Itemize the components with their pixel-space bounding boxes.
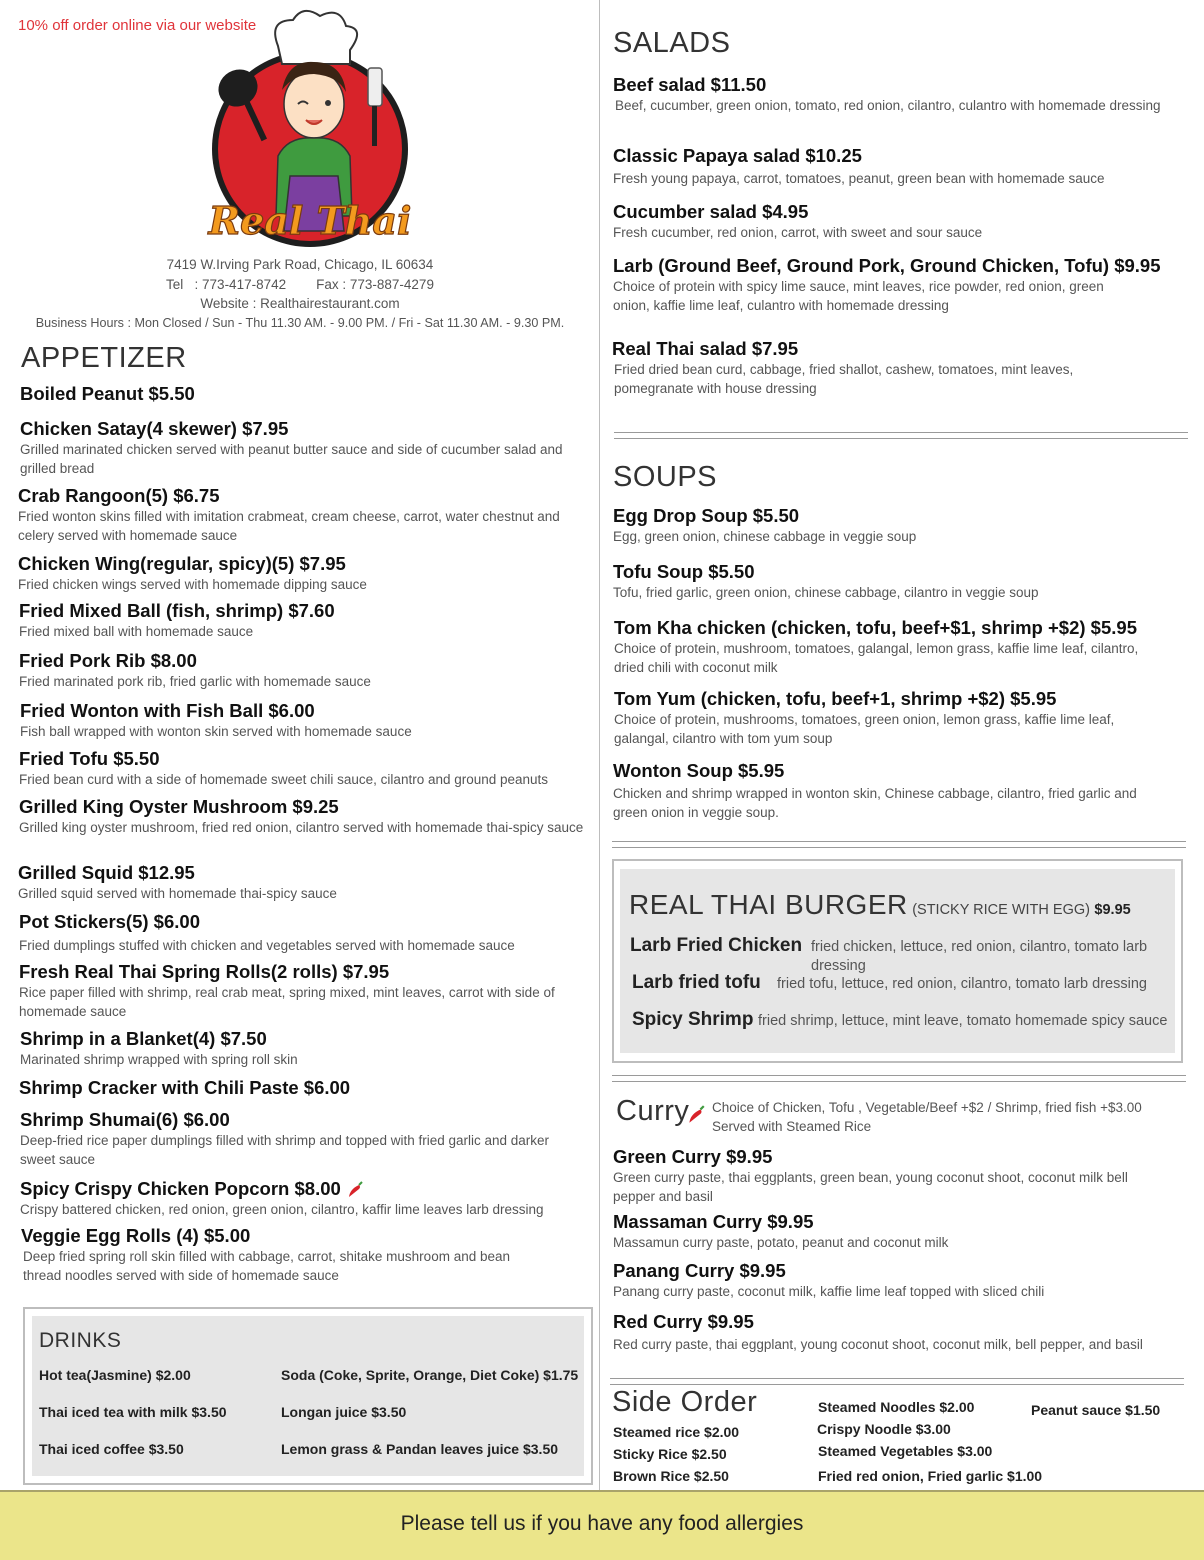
- item-desc: Fried mixed ball with homemade sauce: [19, 624, 254, 639]
- item-desc: Fried dumplings stuffed with chicken and vegetables served with homemade sauce: [19, 938, 515, 953]
- burger-title: REAL THAI BURGER: [629, 889, 908, 920]
- menu-item: [18, 485, 598, 545]
- menu-item: [613, 561, 1183, 602]
- allergy-notice: Please tell us if you have any food allergies: [0, 1490, 1204, 1560]
- drinks-title: DRINKS: [39, 1329, 122, 1352]
- item-name: Red Curry $9.95: [613, 1311, 754, 1332]
- menu-item: [19, 650, 599, 691]
- burger-subtitle: (STICKY RICE WITH EGG): [912, 902, 1090, 918]
- divider: [612, 1075, 1186, 1082]
- menu-item: [612, 338, 1177, 398]
- menu-item: [613, 74, 1178, 115]
- drinks-box: [23, 1307, 593, 1485]
- drink-item: Hot tea(Jasmine) $2.00: [39, 1367, 191, 1383]
- drink-item: Lemon grass & Pandan leaves juice $3.50: [281, 1441, 559, 1457]
- burger-item-name: Larb Fried Chicken: [630, 935, 803, 956]
- item-desc: Fried dried bean curd, cabbage, fried shallot, cashew, tomatoes, mint leaves, pomegranate with house dressing: [614, 362, 1074, 396]
- item-desc: Grilled king oyster mushroom, fried red onion, cilantro served with homemade thai-spicy sauce: [19, 820, 584, 835]
- website[interactable]: Website : Realthairestaurant.com: [200, 296, 400, 311]
- menu-item: [20, 418, 600, 478]
- menu-item: [613, 145, 1178, 188]
- menu-item: [21, 1225, 601, 1285]
- menu-item: [20, 1109, 600, 1169]
- item-name: Shrimp Shumai(6) $6.00: [20, 1109, 230, 1130]
- item-desc: Massamun curry paste, potato, peanut and coconut milk: [613, 1235, 949, 1250]
- item-desc: Green curry paste, thai eggplants, green bean, young coconut shoot, coconut milk bell pepper and basil: [613, 1170, 1128, 1204]
- burger-item-desc: fried shrimp, lettuce, mint leave, tomato homemade spicy sauce: [758, 1013, 1168, 1029]
- chili-icon: [686, 1105, 706, 1125]
- item-desc: Rice paper filled with shrimp, real crab meat, spring mixed, mint leaves, carrot with side of homemade sauce: [19, 985, 555, 1019]
- divider: [610, 1378, 1184, 1385]
- item-desc: Beef, cucumber, green onion, tomato, red onion, cilantro, culantro with homemade dressing: [615, 98, 1161, 113]
- burger-price: $9.95: [1094, 902, 1131, 918]
- item-name: Panang Curry $9.95: [613, 1260, 786, 1281]
- menu-item: [614, 617, 1184, 677]
- side-item: Peanut sauce $1.50: [1031, 1402, 1161, 1418]
- burger-heading: [629, 889, 1131, 921]
- item-name: Grilled King Oyster Mushroom $9.25: [19, 796, 339, 817]
- menu-item: [19, 1077, 599, 1099]
- phone-fax: Tel : 773-417-8742 Fax : 773-887-4279: [166, 276, 434, 292]
- item-name: Pot Stickers(5) $6.00: [19, 911, 200, 932]
- burger-item-name: Spicy Shrimp: [632, 1009, 754, 1030]
- item-name: Wonton Soup $5.95: [613, 760, 785, 781]
- curry-protein-note: Choice of Chicken, Tofu , Vegetable/Beef +$2 / Shrimp, fried fish +$3.00: [712, 1100, 1142, 1115]
- drink-item: Soda (Coke, Sprite, Orange, Diet Coke) $1.75: [281, 1367, 579, 1383]
- item-name: Cucumber salad $4.95: [613, 201, 809, 222]
- menu-item: [613, 1260, 1183, 1301]
- item-desc: Fresh cucumber, red onion, carrot, with sweet and sour sauce: [613, 225, 983, 240]
- menu-item: [613, 201, 1178, 242]
- item-desc: Choice of protein, mushroom, tomatoes, galangal, lemon grass, kaffie lime leaf, cilantro, dried chili with coconut milk: [614, 641, 1139, 675]
- menu-item: [613, 1311, 1183, 1354]
- menu-item: [613, 505, 1183, 546]
- menu-item: [19, 961, 599, 1021]
- item-desc: Panang curry paste, coconut milk, kaffie lime leaf topped with sliced chili: [613, 1284, 1045, 1299]
- item-name: Crab Rangoon(5) $6.75: [18, 485, 220, 506]
- item-name: Spicy Crispy Chicken Popcorn $8.00: [20, 1178, 341, 1199]
- side-item: Steamed Vegetables $3.00: [818, 1443, 993, 1459]
- menu-item: [613, 760, 1183, 822]
- item-name: Veggie Egg Rolls (4) $5.00: [21, 1225, 251, 1246]
- drink-item: Thai iced tea with milk $3.50: [39, 1404, 227, 1420]
- menu-item: [614, 688, 1184, 748]
- promo-text: 10% off order online via our website: [18, 17, 257, 34]
- menu-item: [19, 911, 599, 955]
- item-desc: Egg, green onion, chinese cabbage in veggie soup: [613, 529, 917, 544]
- item-name: Boiled Peanut $5.50: [20, 383, 195, 404]
- menu-item: [20, 1178, 600, 1219]
- salads-title: SALADS: [613, 27, 731, 59]
- curry-rice-note: Served with Steamed Rice: [712, 1119, 872, 1134]
- menu-item: [18, 862, 598, 903]
- chili-icon: [346, 1181, 364, 1199]
- item-name: Tom Yum (chicken, tofu, beef+1, shrimp +$2) $5.95: [614, 688, 1057, 709]
- side-item: Steamed rice $2.00: [613, 1424, 740, 1440]
- item-desc: Choice of protein, mushrooms, tomatoes, green onion, lemon grass, kaffie lime leaf, galangal, cilantro with tom yum soup: [614, 712, 1115, 746]
- item-desc: Fried chicken wings served with homemade dipping sauce: [18, 577, 367, 592]
- item-name: Fresh Real Thai Spring Rolls(2 rolls) $7.95: [19, 961, 390, 982]
- side-item: Steamed Noodles $2.00: [818, 1399, 975, 1415]
- divider: [612, 841, 1186, 848]
- burger-item-desc: fried chicken, lettuce, red onion, cilantro, tomato larb dressing: [811, 939, 1148, 974]
- item-name: Tofu Soup $5.50: [613, 561, 755, 582]
- menu-item: [20, 383, 600, 405]
- item-desc: Fried wonton skins filled with imitation crabmeat, cream cheese, carrot, water chestnut and celery served with homemade sauce: [18, 509, 560, 543]
- side-item: Brown Rice $2.50: [613, 1468, 729, 1484]
- item-name: Real Thai salad $7.95: [612, 338, 799, 359]
- burger-item-name: Larb fried tofu: [632, 972, 761, 993]
- side-item: Sticky Rice $2.50: [613, 1446, 727, 1462]
- logo-brand-text: Real Thai: [208, 198, 412, 243]
- drink-item: Longan juice $3.50: [281, 1404, 407, 1420]
- item-name: Fried Wonton with Fish Ball $6.00: [20, 700, 315, 721]
- curry-title: Curry: [616, 1095, 690, 1127]
- drink-item: Thai iced coffee $3.50: [39, 1441, 184, 1457]
- item-desc: Fish ball wrapped with wonton skin served with homemade sauce: [20, 724, 412, 739]
- menu-item: [19, 600, 599, 641]
- contact-block: [0, 255, 600, 333]
- item-name: Fried Mixed Ball (fish, shrimp) $7.60: [19, 600, 335, 621]
- real-thai-logo: [198, 6, 428, 256]
- menu-item: [19, 796, 599, 837]
- item-name: Chicken Wing(regular, spicy)(5) $7.95: [18, 553, 346, 574]
- item-name: Fried Tofu $5.50: [19, 748, 160, 769]
- burger-box: [612, 859, 1183, 1063]
- item-name: Egg Drop Soup $5.50: [613, 505, 800, 526]
- item-name: Classic Papaya salad $10.25: [613, 145, 862, 166]
- side-item: Crispy Noodle $3.00: [817, 1421, 951, 1437]
- item-desc: Grilled marinated chicken served with peanut butter sauce and side of cucumber salad and grilled bread: [20, 442, 563, 476]
- menu-item: [613, 1146, 1183, 1206]
- item-name: Larb (Ground Beef, Ground Pork, Ground Chicken, Tofu) $9.95: [613, 255, 1161, 276]
- item-desc: Marinated shrimp wrapped with spring roll skin: [20, 1052, 298, 1067]
- item-name: Fried Pork Rib $8.00: [19, 650, 197, 671]
- item-name: Tom Kha chicken (chicken, tofu, beef+$1, shrimp +$2) $5.95: [614, 617, 1137, 638]
- soups-title: SOUPS: [613, 461, 718, 493]
- menu-item: [613, 255, 1198, 315]
- item-name: Green Curry $9.95: [613, 1146, 773, 1167]
- item-desc: Red curry paste, thai eggplant, young coconut shoot, coconut milk, bell pepper, and basil: [613, 1337, 1143, 1352]
- side-order-title: Side Order: [612, 1386, 758, 1418]
- menu-item: [19, 748, 599, 789]
- item-desc: Deep fried spring roll skin filled with cabbage, carrot, shitake mushroom and bean thread noodles served with side of homemade sauce: [23, 1249, 511, 1283]
- burger-item-desc: fried tofu, lettuce, red onion, cilantro, tomato larb dressing: [777, 976, 1147, 992]
- item-desc: Chicken and shrimp wrapped in wonton skin, Chinese cabbage, cilantro, fried garlic and green onion in veggie soup.: [613, 786, 1137, 820]
- item-name: Massaman Curry $9.95: [613, 1211, 814, 1232]
- item-desc: Crispy battered chicken, red onion, green onion, cilantro, kaffir lime leaves larb dressing: [20, 1202, 544, 1217]
- business-hours: Business Hours : Mon Closed / Sun - Thu 11.30 AM. - 9.00 PM. / Fri - Sat 11.30 AM. - 9.30 PM.: [35, 315, 565, 330]
- item-name: Beef salad $11.50: [613, 74, 767, 95]
- item-desc: Grilled squid served with homemade thai-spicy sauce: [18, 886, 337, 901]
- menu-item: [613, 1211, 1183, 1252]
- menu-item: [20, 1028, 600, 1069]
- side-item: Fried red onion, Fried garlic $1.00: [818, 1468, 1043, 1484]
- address: 7419 W.Irving Park Road, Chicago, IL 60634: [166, 257, 434, 272]
- appetizer-title: APPETIZER: [21, 342, 187, 374]
- item-name: Grilled Squid $12.95: [18, 862, 195, 883]
- item-name: Shrimp Cracker with Chili Paste $6.00: [19, 1077, 351, 1098]
- curry-note: [712, 1098, 1192, 1136]
- item-desc: Deep-fried rice paper dumplings filled with shrimp and topped with fried garlic and darker sweet sauce: [20, 1133, 550, 1167]
- divider: [614, 432, 1188, 439]
- menu-item: [18, 553, 598, 594]
- item-desc: Fresh young papaya, carrot, tomatoes, peanut, green bean with homemade sauce: [613, 171, 1105, 186]
- item-name: Shrimp in a Blanket(4) $7.50: [20, 1028, 267, 1049]
- item-name: Chicken Satay(4 skewer) $7.95: [20, 418, 289, 439]
- item-desc: Tofu, fried garlic, green onion, chinese cabbage, cilantro in veggie soup: [613, 585, 1039, 600]
- menu-item: [20, 700, 600, 741]
- item-desc: Choice of protein with spicy lime sauce, mint leaves, rice powder, red onion, green onion, kaffie lime leaf, culantro with homemade dressing: [613, 279, 1104, 313]
- item-desc: Fried marinated pork rib, fried garlic with homemade sauce: [19, 674, 371, 689]
- item-desc: Fried bean curd with a side of homemade sweet chili sauce, cilantro and ground peanuts: [19, 772, 549, 787]
